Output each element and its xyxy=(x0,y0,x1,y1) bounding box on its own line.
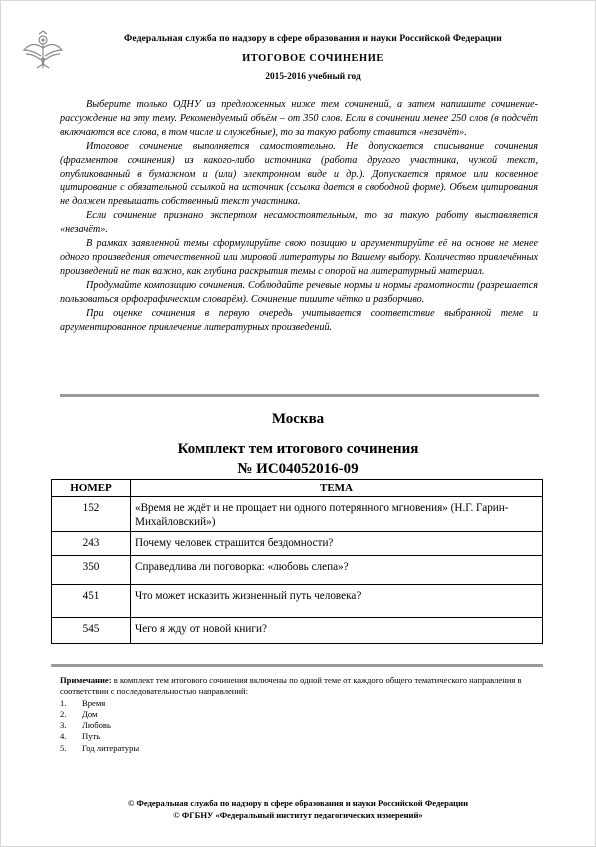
header-number: НОМЕР xyxy=(52,480,131,497)
item-number: 1. xyxy=(60,697,67,708)
set-number: № ИС04052016-09 xyxy=(237,461,359,477)
agency-name: Федеральная служба по надзору в сфере образования и науки Российской Федерации xyxy=(124,33,502,44)
list-item xyxy=(60,709,544,720)
item-label: Время xyxy=(82,697,106,708)
topic-text: «Время не ждёт и не прощает ни одного потерянного мгновения» (Н.Г. Гарин-Михайловский») xyxy=(131,497,543,532)
instructions xyxy=(60,98,538,334)
note xyxy=(60,675,544,754)
list-item xyxy=(60,731,544,742)
item-number: 5. xyxy=(60,742,67,753)
divider xyxy=(51,664,543,667)
item-number: 4. xyxy=(60,731,67,742)
topic-text: Справедлива ли поговорка: «любовь слепа»? xyxy=(131,556,543,585)
instruction-paragraph: Итоговое сочинение выполняется самостоятельно. Не допускается списывание сочинения (фрагментов сочинения) из какого-либо источника (работа другого участника, чужой текст, опубликованный в бумажном и (или) электронном виде и др.). Допускается прямое или косвенное цитирование с обязательной ссылкой на источник (ссылка дается в свободной форме). Объем цитирования не должен превышать собственный текст участника. xyxy=(60,140,538,208)
emblem-icon xyxy=(21,28,65,72)
item-number: 3. xyxy=(60,720,67,731)
topic-number: 451 xyxy=(52,585,131,618)
set-title xyxy=(1,439,595,479)
item-label: Год литературы xyxy=(82,742,140,753)
note-text xyxy=(60,675,544,698)
copyright-line: © ФГБНУ «Федеральный институт педагогических измерений» xyxy=(173,810,423,820)
item-number: 2. xyxy=(60,708,67,719)
table-row xyxy=(52,618,543,644)
divider xyxy=(60,394,539,397)
set-title-text: Комплект тем итогового сочинения xyxy=(177,441,419,457)
instruction-paragraph: Если сочинение признано экспертом несамостоятельным, то за такую работу выставляется «незачёт». xyxy=(60,210,538,236)
topic-text: Что может исказить жизненный путь человека? xyxy=(131,585,543,618)
note-body: в комплект тем итогового сочинения включены по одной теме от каждого общего тематического направления в соответствии с последовательностью направлений: xyxy=(60,675,522,697)
item-label: Дом xyxy=(82,708,98,719)
topic-number: 545 xyxy=(52,618,131,644)
instruction-paragraph: При оценке сочинения в первую очередь учитывается соответствие выбранной теме и аргументированное привлечение литературных произведений. xyxy=(60,307,538,333)
direction-list xyxy=(60,698,544,754)
list-item xyxy=(60,743,544,754)
table-row xyxy=(52,585,543,618)
item-label: Любовь xyxy=(82,720,111,731)
list-item xyxy=(60,698,544,709)
note-label: Примечание: xyxy=(60,675,112,685)
table-row xyxy=(52,497,543,532)
topic-text: Почему человек страшится бездомности? xyxy=(131,532,543,556)
instruction-paragraph: В рамках заявленной темы сформулируйте свою позицию и аргументируйте её на основе не менее одного произведения отечественной или мировой литературы по Вашему выбору. Количество привлечённых произведений не так важно, как глубина раскрытия темы с опорой на литературный материал. xyxy=(60,238,538,277)
instruction-paragraph: Продумайте композицию сочинения. Соблюдайте речевые нормы и нормы грамотности (разрешается пользоваться орфографическим словарём). Сочинение пишите чётко и разборчиво. xyxy=(60,279,538,305)
list-item xyxy=(60,720,544,731)
item-label: Путь xyxy=(82,731,101,742)
topic-number: 152 xyxy=(52,497,131,532)
academic-year: 2015-2016 учебный год xyxy=(265,72,361,82)
city-heading: Москва xyxy=(271,411,325,427)
topics-table xyxy=(51,479,543,644)
topic-text: Чего я жду от новой книги? xyxy=(131,618,543,644)
table-row xyxy=(52,556,543,585)
header-topic: ТЕМА xyxy=(131,480,543,497)
table-header-row xyxy=(52,480,543,497)
table-row xyxy=(52,532,543,556)
document-title: ИТОГОВОЕ СОЧИНЕНИЕ xyxy=(242,53,384,64)
instruction-paragraph: Выберите только ОДНУ из предложенных ниже тем сочинений, а затем напишите сочинение-рассуждение на эту тему. Рекомендуемый объём – от 350 слов. Если в сочинении менее 250 слов (в подсчёт включаются все слова, в том числе и служебные), то за такую работу ставится «незачёт». xyxy=(60,99,538,138)
topic-number: 243 xyxy=(52,532,131,556)
footer xyxy=(1,797,595,821)
topic-number: 350 xyxy=(52,556,131,585)
copyright-line: © Федеральная служба по надзору в сфере образования и науки Российской Федерации xyxy=(127,798,469,808)
